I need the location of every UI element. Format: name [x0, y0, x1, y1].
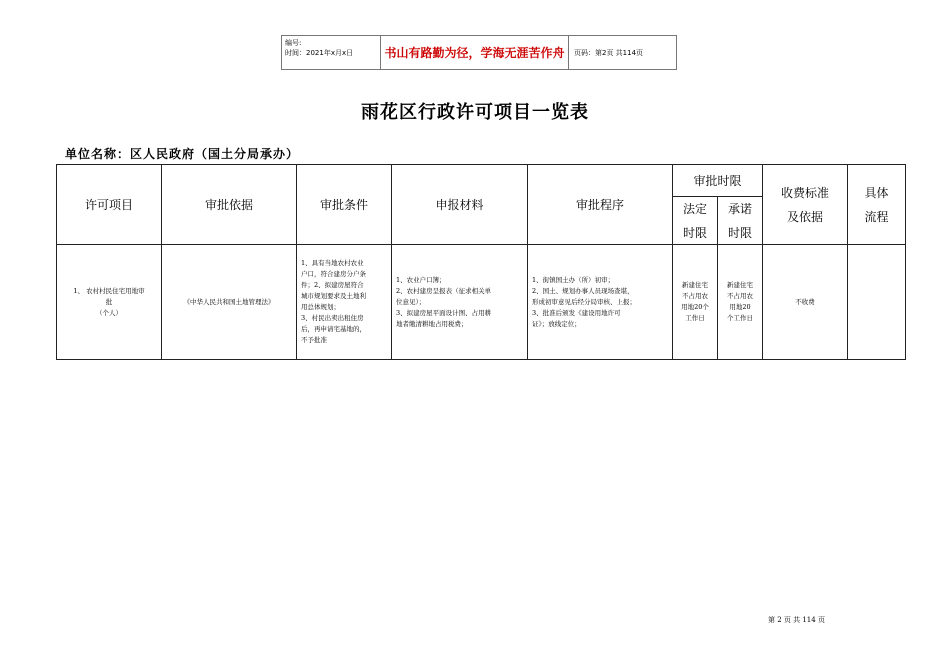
header-page-info: 页码：第2页 共114页	[574, 48, 644, 57]
header-promise-limit	[718, 197, 763, 245]
procedure-line: 形成初审意见后经分局审核、上报；	[532, 297, 636, 306]
procedure-line: 1、街镇国土办（所）初审；	[532, 275, 615, 284]
conditions-line: 户口，符合建房分户条	[301, 270, 366, 278]
header-fee-line2: 及依据	[786, 209, 823, 224]
header-time-limit: 审批时限	[673, 165, 763, 197]
permit-table	[56, 164, 906, 360]
promise-line: 用地20	[729, 303, 751, 311]
header-fee-line1: 收费标准	[780, 185, 829, 200]
header-legal-line2: 时限	[682, 225, 707, 240]
header-fee	[763, 165, 848, 245]
cell-materials	[392, 245, 528, 360]
materials-line: 2、农村建房呈报表（征求相关单	[396, 286, 492, 295]
item-line: （个人）	[96, 308, 122, 317]
cell-promise-limit	[718, 245, 763, 360]
page-title: 雨花区行政许可项目一览表	[361, 102, 589, 123]
header-basis: 审批依据	[162, 165, 297, 245]
header-legal-limit	[673, 197, 718, 245]
conditions-line: 用总体规划；	[301, 303, 340, 311]
header-meta	[282, 36, 379, 69]
promise-line: 新建住宅	[727, 281, 753, 289]
materials-line: 3、拟建房屋平面设计图、占用耕	[396, 308, 492, 317]
cell-item	[57, 245, 162, 360]
header-flow	[848, 165, 906, 245]
conditions-line: 城市规划要求及土地利	[301, 292, 366, 300]
conditions-line: 件；2、拟建房屋符合	[301, 281, 364, 289]
cell-fee: 不收费	[763, 245, 848, 360]
materials-line: 1、农业户口簿；	[396, 275, 446, 284]
header-item: 许可项目	[57, 165, 162, 245]
procedure-line: 证》；放线定位；	[532, 319, 581, 328]
document-header	[281, 35, 677, 70]
header-materials: 申报材料	[392, 165, 528, 245]
item-line: 1、 农村村民住宅用地审	[73, 286, 145, 295]
procedure-line: 3、批准后颁发《建设用地许可	[532, 308, 621, 317]
conditions-line: 1、具有当地农村农业	[301, 259, 364, 267]
header-flow-line1: 具体	[864, 185, 889, 200]
legal-line: 新建住宅	[682, 281, 708, 289]
materials-line: 地者缴清耕地占用税费；	[396, 319, 468, 328]
time-label: 时间：2021年x月x日	[285, 49, 354, 57]
legal-line: 不占用农	[682, 292, 708, 300]
footer-page-number: 第 2 页 共 114 页	[768, 616, 825, 624]
header-promise-line1: 承诺	[727, 201, 752, 216]
legal-line: 工作日	[685, 314, 705, 322]
cell-basis: 《中华人民共和国土地管理法》	[162, 245, 297, 360]
cell-conditions	[297, 245, 392, 360]
conditions-line: 3、村民出卖出租住房	[301, 314, 364, 322]
table-row	[57, 245, 906, 360]
legal-line: 用地20个	[681, 303, 709, 311]
header-flow-line2: 流程	[864, 209, 889, 224]
cell-legal-limit	[673, 245, 718, 360]
header-motto: 书山有路勤为径，学海无涯苦作舟	[380, 36, 569, 69]
header-promise-line2: 时限	[727, 225, 752, 240]
header-legal-line1: 法定	[682, 201, 707, 216]
unit-name: 单位名称：区人民政府（国土分局承办）	[65, 147, 300, 161]
promise-line: 不占用农	[727, 292, 753, 300]
promise-line: 个工作日	[727, 314, 753, 322]
cell-flow	[848, 245, 906, 360]
procedure-line: 2、国土、规划办事人员现场查堪，	[532, 286, 634, 295]
code-label: 编号:	[285, 39, 302, 47]
conditions-line: 不予批准	[301, 336, 327, 344]
header-procedure: 审批程序	[528, 165, 673, 245]
conditions-line: 后，再申请宅基地的，	[301, 325, 366, 333]
materials-line: 位意见）；	[396, 297, 426, 306]
cell-procedure	[528, 245, 673, 360]
header-conditions: 审批条件	[297, 165, 392, 245]
item-line: 批	[105, 297, 113, 306]
